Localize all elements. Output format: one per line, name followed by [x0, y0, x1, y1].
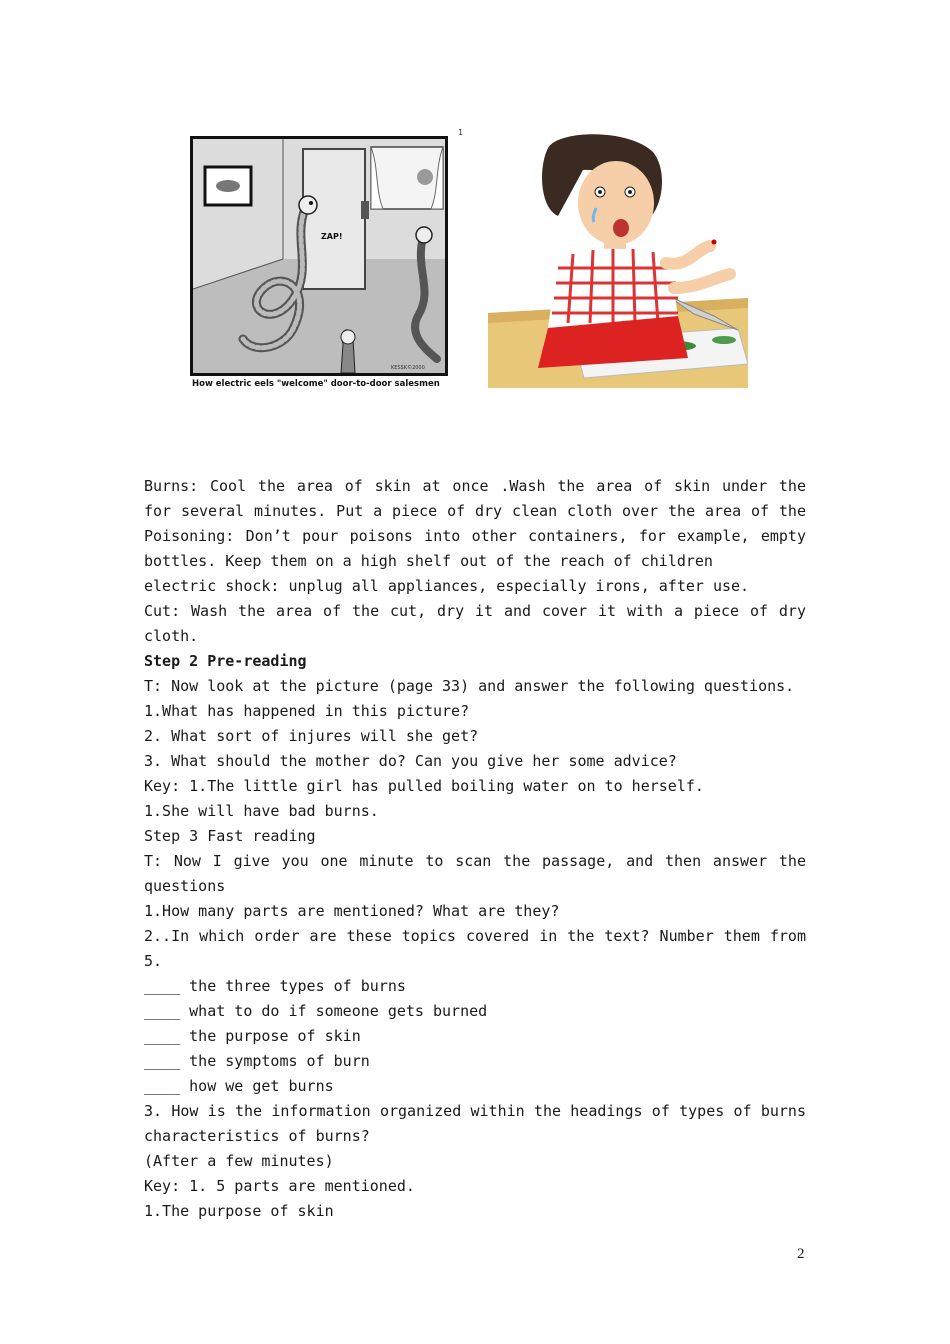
question-line: 2. What sort of injures will she get? [144, 727, 479, 745]
question-line: 1.What has happened in this picture? [144, 702, 470, 720]
text-line: T: Now I give you one minute to scan the passage, and then answer the [144, 852, 806, 870]
answer-key-line: Key: 1.The little girl has pulled boiling water on to herself. [144, 777, 704, 795]
text-line-cut: Cut: Wash the area of the cut, dry it and cover it with a piece of dry [144, 602, 806, 620]
question-line: 1.How many parts are mentioned? What are they? [144, 902, 560, 920]
text-line: bottles. Keep them on a high shelf out of the reach of children [144, 552, 713, 570]
text-line: questions [144, 877, 226, 895]
ordering-item: ____ how we get burns [144, 1077, 334, 1095]
text-line-poisoning: Poisoning: Don’t pour poisons into other containers, for example, empty [144, 527, 806, 545]
question-line: 2..In which order are these topics covered in the text? Number them from [144, 927, 806, 945]
page-number: 2 [797, 1246, 805, 1262]
ordering-item: ____ the purpose of skin [144, 1027, 361, 1045]
figure-footnote-mark: 1 [458, 128, 464, 137]
girl-cut-finger-image [488, 128, 748, 388]
text-line: 5. [144, 952, 163, 970]
text-line: cloth. [144, 627, 199, 645]
answer-key-line: 1.She will have bad burns. [144, 802, 379, 820]
eel-sign-text: ZAP! [321, 232, 343, 241]
step-3-heading: Step 3 Fast reading [144, 827, 316, 845]
text-line-electric-shock: electric shock: unplug all appliances, especially irons, after use. [144, 577, 750, 595]
text-line: characteristics of burns? [144, 1127, 370, 1145]
eel-cartoon-image [190, 136, 448, 376]
answer-key-line: 1.The purpose of skin [144, 1202, 334, 1220]
text-line: (After a few minutes) [144, 1152, 334, 1170]
text-line: for several minutes. Put a piece of dry clean cloth over the area of the [144, 502, 806, 520]
answer-key-line: Key: 1. 5 parts are mentioned. [144, 1177, 415, 1195]
ordering-item: ____ the three types of burns [144, 977, 406, 995]
eel-cartoon-figure [190, 136, 450, 392]
eel-cartoon-caption: How electric eels "welcome" door-to-door salesmen [192, 379, 440, 389]
body-text [144, 474, 806, 1224]
text-line-burns: Burns: Cool the area of skin at once .Wash the area of skin under the [144, 477, 806, 495]
text-line: T: Now look at the picture (page 33) and answer the following questions. [144, 677, 795, 695]
question-line: 3. What should the mother do? Can you give her some advice? [144, 752, 677, 770]
ordering-item: ____ what to do if someone gets burned [144, 1002, 488, 1020]
step-2-heading: Step 2 Pre-reading [144, 652, 307, 670]
question-line: 3. How is the information organized within the headings of types of burns [144, 1102, 806, 1120]
eel-signature-text: KESSK©2000 [391, 365, 425, 371]
ordering-item: ____ the symptoms of burn [144, 1052, 370, 1070]
